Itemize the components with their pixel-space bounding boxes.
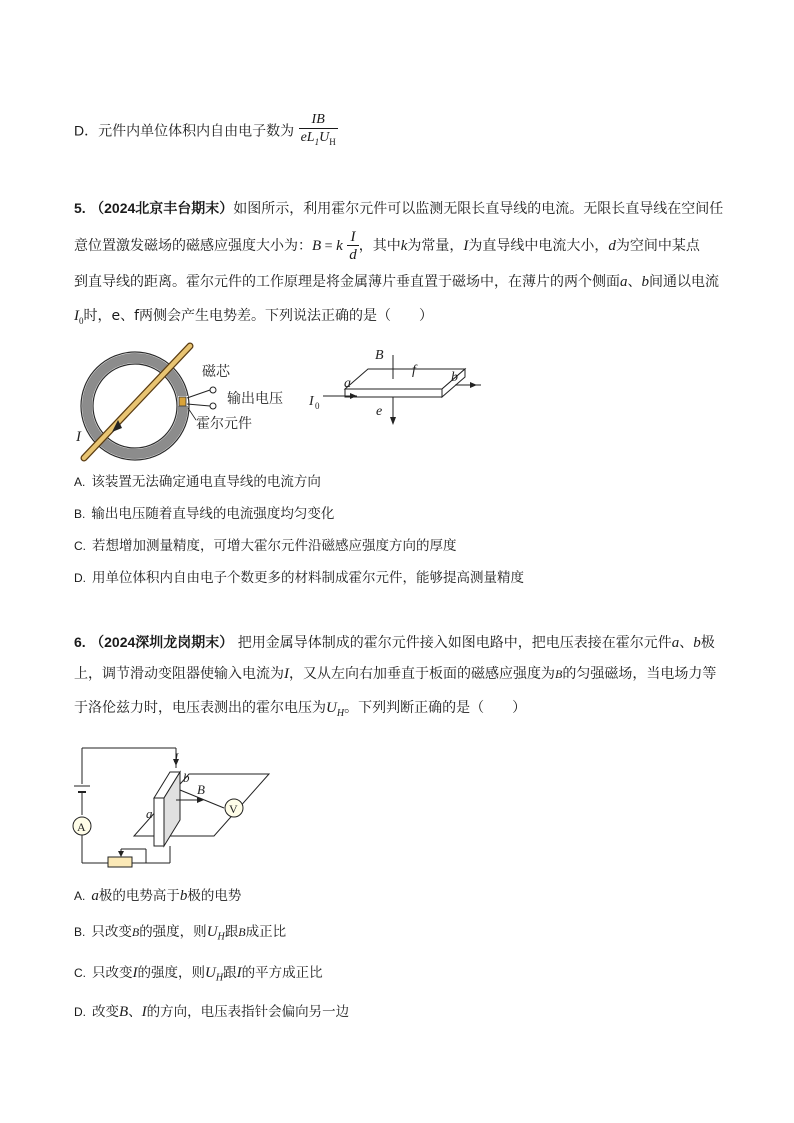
- q6-option-a[interactable]: A. a极的电势高于b极的电势: [74, 888, 242, 904]
- label-hall-element: 霍尔元件: [196, 417, 252, 432]
- option-text: 该装置无法确定通电直导线的电流方向: [91, 474, 321, 490]
- fraction-numerator: IB: [299, 112, 338, 129]
- q6-stem-line-1: 6. （2024深圳龙岗期末） 把用金属导体制成的霍尔元件接入如图电路中，把电压表接在霍尔元件a、b极: [74, 634, 715, 651]
- stem-text: 把用金属导体制成的霍尔元件接入如图电路中，把电压表接在霍尔元件: [237, 635, 672, 651]
- label-output-voltage: 输出电压: [227, 392, 283, 407]
- fraction-denominator: d: [349, 246, 357, 263]
- label-I0: I: [309, 394, 314, 409]
- q6-figure-circuit: [66, 738, 276, 873]
- formula-var-B: B: [312, 238, 322, 254]
- question-source: （2024深圳龙岗期末）: [90, 634, 234, 650]
- q5-option-d[interactable]: [74, 568, 524, 588]
- option-text: 输出电压随着直导线的电流强度均匀变化: [91, 506, 335, 522]
- q5-figure-core: [70, 340, 310, 470]
- q6-option-d[interactable]: D. 改变B、I的方向，电压表指针会偏向另一边: [74, 1004, 350, 1020]
- label-B: B: [375, 348, 384, 363]
- label-B: B: [197, 782, 205, 797]
- label-current-I: I: [76, 429, 81, 445]
- q6-stem-line-3: 于洛伦兹力时，电压表测出的霍尔电压为$U_H$。下列判断正确的是（ ）: [74, 700, 527, 719]
- formula-fraction: [299, 112, 338, 151]
- fraction-numerator: I: [347, 229, 359, 246]
- label-voltmeter: V: [229, 802, 238, 816]
- option-key: C.: [74, 966, 86, 980]
- label-ammeter: A: [77, 820, 86, 834]
- q5-stem-line-1: [74, 198, 723, 219]
- option-key: D.: [74, 571, 86, 585]
- q5-option-c[interactable]: [74, 536, 457, 556]
- label-e: e: [376, 404, 383, 419]
- option-key: C.: [74, 539, 86, 553]
- question-source: （2024北京丰台期末）: [90, 200, 234, 216]
- label-I: I: [174, 750, 179, 765]
- q5-option-b[interactable]: [74, 504, 334, 524]
- question-number: 5.: [74, 200, 86, 216]
- q5-stem-line-3: 到直导线的距离。霍尔元件的工作原理是将金属薄片垂直置于磁场中，在薄片的两个侧面a、b间通以电流: [74, 274, 719, 290]
- label-b: b: [451, 370, 458, 385]
- option-key: B.: [74, 507, 86, 521]
- stem-text: 如图所示，利用霍尔元件可以监测无限长直导线的电流。无限长直导线在空间任: [233, 201, 724, 217]
- option-key: D．: [74, 122, 99, 139]
- question-number: 6.: [74, 634, 86, 650]
- q5-stem-line-2: 意位置激发磁场的磁感应强度大小为：B = k $\frac{I}{d}$ ，其中k为常量，I为直导线中电流大小，d为空间中某点: [74, 228, 700, 263]
- option-key: A.: [74, 889, 86, 903]
- label-a: a: [344, 376, 351, 391]
- q6-option-c[interactable]: C. 只改变I的强度，则$U_H$跟I的平方成正比: [74, 965, 323, 984]
- option-text: 若想增加测量精度，可增大霍尔元件沿磁感应强度方向的厚度: [92, 538, 457, 554]
- q5-stem-line-4: $I_0$时，e、f两侧会产生电势差。下列说法正确的是（ ）: [74, 308, 434, 326]
- fraction-denominator: $eL_1U_H$: [300, 130, 336, 147]
- q4-option-d: [74, 112, 338, 151]
- option-key: D.: [74, 1005, 86, 1019]
- q5-figure-hall-plate: [305, 345, 490, 455]
- label-a: a: [146, 806, 153, 821]
- option-key: A.: [74, 475, 86, 489]
- label-I0-sub: 0: [315, 401, 320, 411]
- formula-fraction: [347, 229, 359, 264]
- label-core: 磁芯: [202, 365, 230, 380]
- q5-option-a[interactable]: [74, 472, 321, 492]
- label-b: b: [183, 770, 190, 785]
- option-key: B.: [74, 925, 86, 939]
- q6-option-b[interactable]: B. 只改变B的强度，则$U_H$跟B成正比: [74, 924, 287, 943]
- option-text: 元件内单位体积内自由电子数为: [98, 123, 295, 140]
- q6-stem-line-2: 上，调节滑动变阻器使输入电流为I，又从左向右加垂直于板面的磁感应强度为B的匀强磁场，当电场力等: [74, 666, 717, 682]
- option-text: 用单位体积内自由电子个数更多的材料制成霍尔元件，能够提高测量精度: [92, 570, 524, 586]
- label-f: f: [412, 363, 416, 378]
